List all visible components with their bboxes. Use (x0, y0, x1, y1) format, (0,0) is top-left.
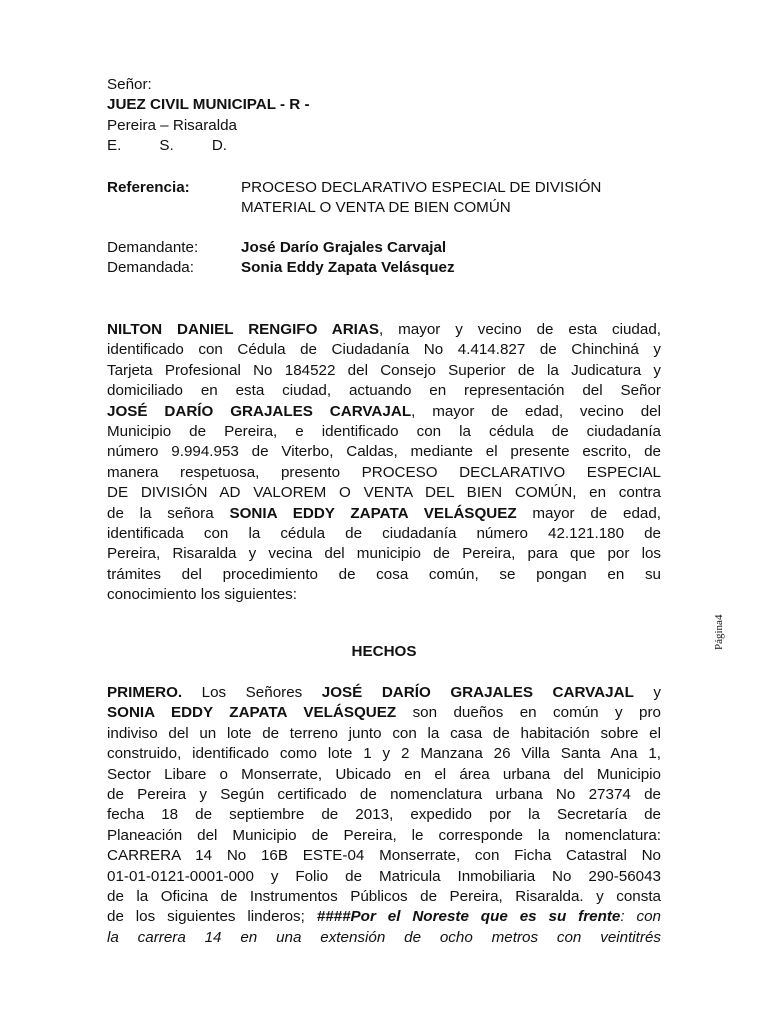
defendant-label: Demandada: (107, 259, 194, 276)
paragraph-line: fecha 18 de septiembre de 2013, expedido por la Secretaría de (107, 806, 661, 824)
reference-label: Referencia: (107, 179, 190, 196)
plaintiff-label: Demandante: (107, 239, 199, 256)
paragraph-line: conocimiento los siguientes: (107, 586, 297, 604)
paragraph-line: CARRERA 14 No 16B ESTE-04 Monserrate, con Ficha Catastral No (107, 847, 661, 865)
addressee-block (107, 75, 661, 157)
plaintiff-row (107, 238, 671, 258)
esd-line (107, 136, 227, 156)
defendant-row (107, 258, 671, 278)
paragraph-line: de los siguientes linderos; ####Por el Noreste que es su frente: con (107, 908, 661, 926)
paragraph-line: Tarjeta Profesional No 184522 del Consejo Superior de la Judicatura y (107, 361, 661, 379)
paragraph-line: Municipio de Pereira, e identificado con la cédula de ciudadanía (107, 423, 661, 441)
plaintiff-name-inline: JOSÉ DARÍO GRAJALES CARVAJAL (107, 402, 412, 420)
section-heading: HECHOS (351, 643, 417, 660)
paragraph-line: DE DIVISIÓN AD VALOREM O VENTA DEL BIEN COMÚN, en contra (107, 484, 661, 502)
paragraph-line: de Pereira y Según certificado de nomenclatura urbana No 27374 de (107, 786, 661, 804)
facts-paragraph (107, 683, 661, 948)
intro-paragraph (107, 320, 661, 606)
court-name: JUEZ CIVIL MUNICIPAL - R - (107, 96, 310, 114)
paragraph-line: identificada con la cédula de ciudadanía número 42.121.180 de (107, 525, 661, 543)
defendant-name-inline: SONIA EDDY ZAPATA VELÁSQUEZ (229, 504, 517, 522)
paragraph-line: manera respetuosa, presento PROCESO DECLARATIVO ESPECIAL (107, 463, 661, 481)
reference-line: MATERIAL O VENTA DE BIEN COMÚN (241, 199, 511, 217)
paragraph-line: JOSÉ DARÍO GRAJALES CARVAJAL, mayor de edad, vecino del (107, 402, 661, 420)
paragraph-line: identificado con Cédula de Ciudadanía No 4.414.827 de Chinchiná y (107, 341, 661, 359)
paragraph-line: construido, identificado como lote 1 y 2 Manzana 26 Villa Santa Ana 1, (107, 745, 661, 763)
defendant-name: Sonia Eddy Zapata Velásquez (241, 259, 455, 276)
paragraph-line: Planeación del Municipio de Pereira, le corresponde la nomenclatura: (107, 826, 661, 844)
esd-s: S. (159, 137, 174, 155)
court-city: Pereira – Risaralda (107, 116, 237, 134)
paragraph-line: NILTON DANIEL RENGIFO ARIAS, mayor y vecino de esta ciudad, (107, 321, 661, 338)
paragraph-line: la carrera 14 en una extensión de ocho metros con veintitrés (107, 928, 661, 946)
paragraph-line: Sector Libare o Monserrate, Ubicado en el área urbana del Municipio (107, 765, 661, 783)
paragraph-line: domiciliado en esta ciudad, actuando en representación del Señor (107, 382, 661, 400)
boundary-heading: ####Por el Noreste que es su frente (316, 908, 621, 926)
paragraph-line: 01-01-0121-0001-000 y Folio de Matricula Inmobiliaria No 290-56043 (107, 867, 661, 885)
paragraph-line: SONIA EDDY ZAPATA VELÁSQUEZ son dueños en común y pro (107, 704, 662, 722)
fact-label: PRIMERO. (107, 684, 183, 701)
attorney-name: NILTON DANIEL RENGIFO ARIAS (107, 321, 380, 338)
paragraph-line: PRIMERO. Los Señores JOSÉ DARÍO GRAJALES CARVAJAL y (107, 684, 661, 701)
reference-line: PROCESO DECLARATIVO ESPECIAL DE DIVISIÓN (241, 179, 602, 196)
reference-row (107, 178, 671, 219)
esd-d: D. (211, 137, 227, 155)
paragraph-line: Pereira, Risaralda y vecina del municipio de Pereira, para que por los (107, 545, 661, 563)
paragraph-line: trámites del procedimiento de cosa común, se pongan en su (107, 565, 661, 583)
reference-value (241, 178, 671, 219)
esd-e: E. (107, 137, 122, 155)
page-number: Página4 (713, 614, 725, 650)
paragraph-line: de la Oficina de Instrumentos Públicos de Pereira, Risaralda. y consta (107, 888, 661, 906)
paragraph-line: indiviso del un lote de terreno junto con la casa de habitación sobre el (107, 724, 661, 742)
paragraph-line: número 9.994.953 de Viterbo, Caldas, mediante el presente escrito, de (107, 443, 661, 461)
salutation: Señor: (107, 76, 152, 93)
paragraph-line: de la señora SONIA EDDY ZAPATA VELÁSQUEZ mayor de edad, (107, 504, 662, 522)
plaintiff-name: José Darío Grajales Carvajal (241, 239, 447, 256)
